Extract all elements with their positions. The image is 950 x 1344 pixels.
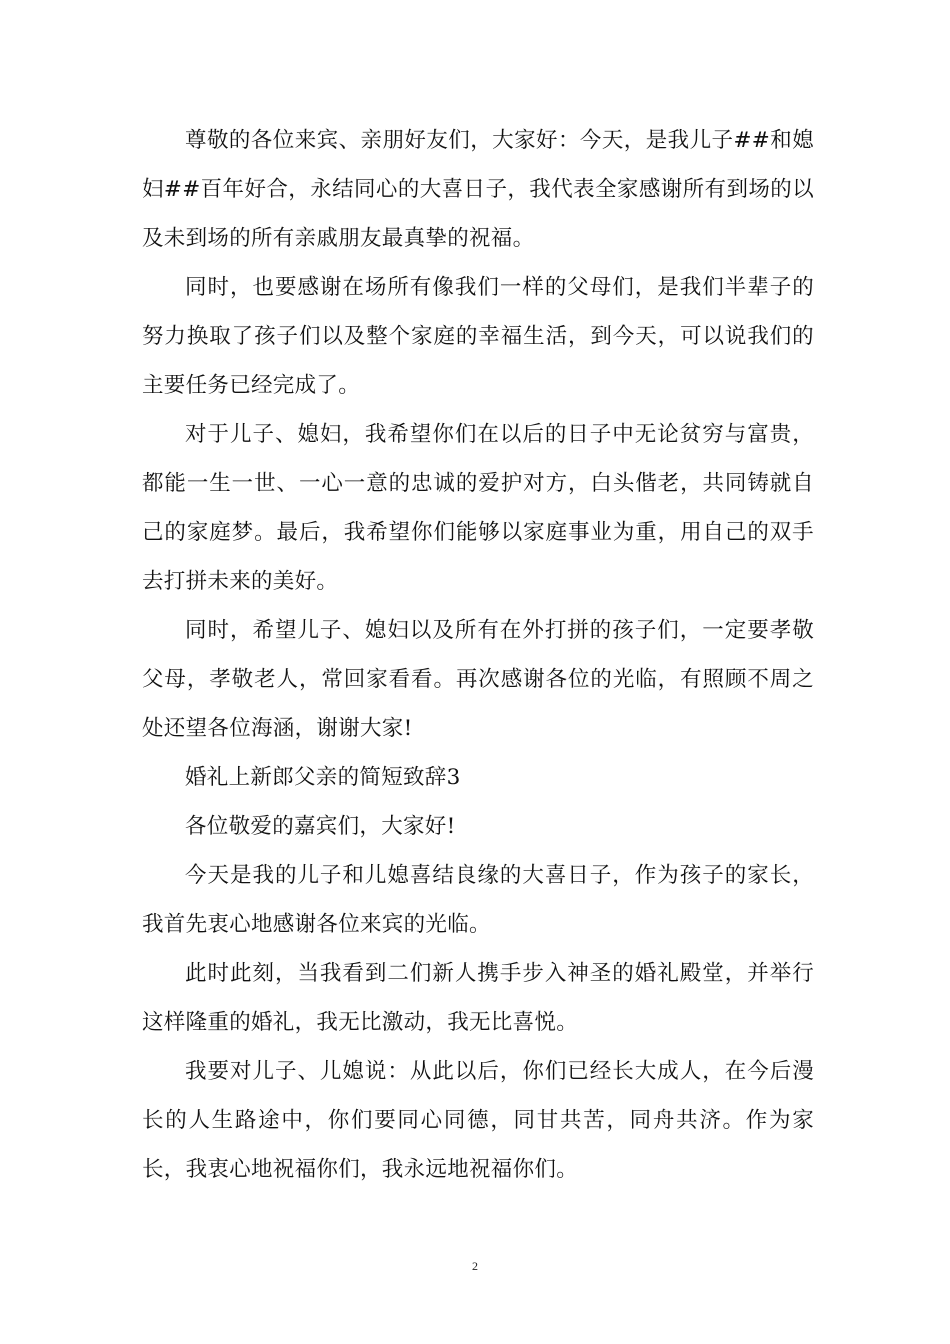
paragraph-this-moment: 此时此刻，当我看到二们新人携手步入神圣的婚礼殿堂，并举行这样隆重的婚礼，我无比激动，我无比喜悦。: [142, 961, 814, 1035]
paragraph-advice: 我要对儿子、儿媳说：从此以后，你们已经长大成人，在今后漫长的人生路途中，你们要同心同德，同甘共苦，同舟共济。作为家长，我衷心地祝福你们，我永远地祝福你们。: [142, 1059, 814, 1182]
section-heading: 婚礼上新郎父亲的简短致辞3: [185, 765, 461, 790]
paragraph-thanks-parents: 同时，也要感谢在场所有像我们一样的父母们，是我们半辈子的努力换取了孩子们以及整个家庭的幸福生活，到今天，可以说我们的主要任务已经完成了。: [142, 275, 814, 398]
paragraph-filial-piety: 同时，希望儿子、媳妇以及所有在外打拼的孩子们，一定要孝敬父母，孝敬老人，常回家看看。再次感谢各位的光临，有照顾不周之处还望各位海涵，谢谢大家!: [142, 618, 814, 741]
document-body: [142, 116, 814, 1194]
paragraph-salutation: 各位敬爱的嘉宾们，大家好!: [185, 814, 456, 839]
paragraph-wishes: 对于儿子、媳妇，我希望你们在以后的日子中无论贫穷与富贵，都能一生一世、一心一意的忠诚的爱护对方，白头偕老，共同铸就自己的家庭梦。最后，我希望你们能够以家庭事业为重，用自己的双手去打拼未来的美好。: [142, 422, 814, 594]
paragraph-today: 今天是我的儿子和儿媳喜结良缘的大喜日子，作为孩子的家长，我首先衷心地感谢各位来宾的光临。: [142, 863, 814, 937]
paragraph-greeting: 尊敬的各位来宾、亲朋好友们，大家好：今天，是我儿子##和媳妇##百年好合，永结同心的大喜日子，我代表全家感谢所有到场的以及未到场的所有亲戚朋友最真挚的祝福。: [142, 128, 814, 251]
page-number: 2: [472, 1259, 478, 1273]
